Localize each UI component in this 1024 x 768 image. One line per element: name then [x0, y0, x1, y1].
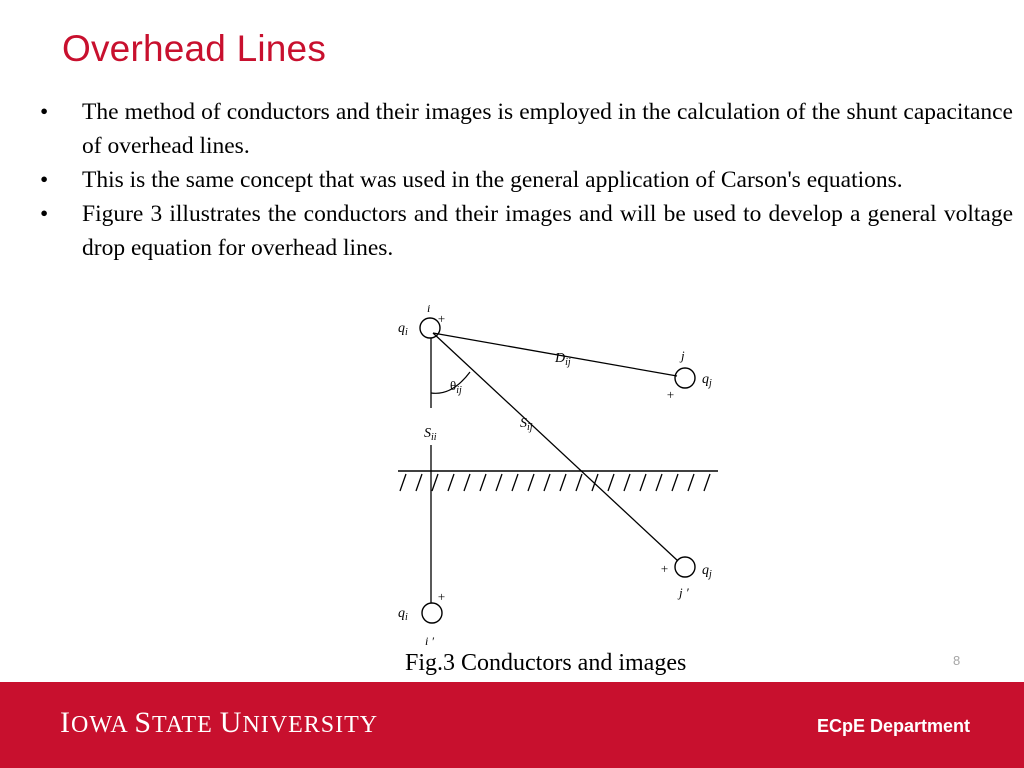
bullet-symbol: •	[40, 167, 49, 193]
bullet-item	[40, 197, 1013, 265]
line-sij	[433, 333, 678, 561]
bullet-item	[40, 95, 1013, 163]
bullet-text: Figure 3 illustrates the conductors and their images and will be used to develop a general voltage drop equation for overhead lines.	[82, 201, 1013, 261]
label-node-j-image: j ′	[679, 585, 689, 600]
label-distance-sij: $S_{ij}$	[520, 416, 533, 433]
bullet-text: This is the same concept that was used in the general application of Carson's equations.	[82, 167, 903, 193]
image-i-circle	[422, 603, 442, 623]
label-plus-j-image: +	[660, 561, 669, 576]
page-number: 8	[953, 653, 961, 668]
department-label: ECpE Department	[816, 716, 970, 736]
label-charge-j-image: $q_j$	[702, 563, 712, 580]
label-plus-i: +	[437, 311, 446, 326]
label-node-i-image: i ′	[425, 634, 434, 648]
label-distance-dij: $D_{ij}$	[555, 351, 571, 368]
ground-hatching	[400, 474, 710, 491]
label-charge-i-image: $q_i$	[398, 606, 408, 623]
label-node-i: i	[427, 305, 431, 315]
label-plus-j: +	[666, 387, 675, 402]
figure-caption: Fig.3 Conductors and images	[405, 650, 687, 676]
label-plus-i-image: +	[437, 589, 446, 604]
university-wordmark: IOWA STATE UNIVERSITY	[60, 706, 379, 739]
conductor-j-circle	[675, 368, 695, 388]
image-j-circle	[675, 557, 695, 577]
bullet-symbol: •	[40, 201, 49, 227]
bullet-item	[40, 163, 1013, 197]
bullet-symbol: •	[40, 99, 49, 125]
bullet-list	[40, 95, 1013, 265]
footer-bar	[0, 682, 1024, 768]
label-node-j: j	[681, 348, 685, 363]
label-angle: $\theta_{ij}$	[450, 378, 462, 396]
label-distance-sii: $S_{ii}$	[424, 426, 437, 443]
label-charge-j: $q_j$	[702, 372, 712, 389]
slide-title: Overhead Lines	[62, 28, 327, 69]
conductors-images-figure	[385, 305, 735, 660]
bullet-text: The method of conductors and their images is employed in the calculation of the shunt capacitance of overhead lines.	[82, 99, 1013, 159]
label-charge-i: $q_i$	[398, 321, 408, 338]
